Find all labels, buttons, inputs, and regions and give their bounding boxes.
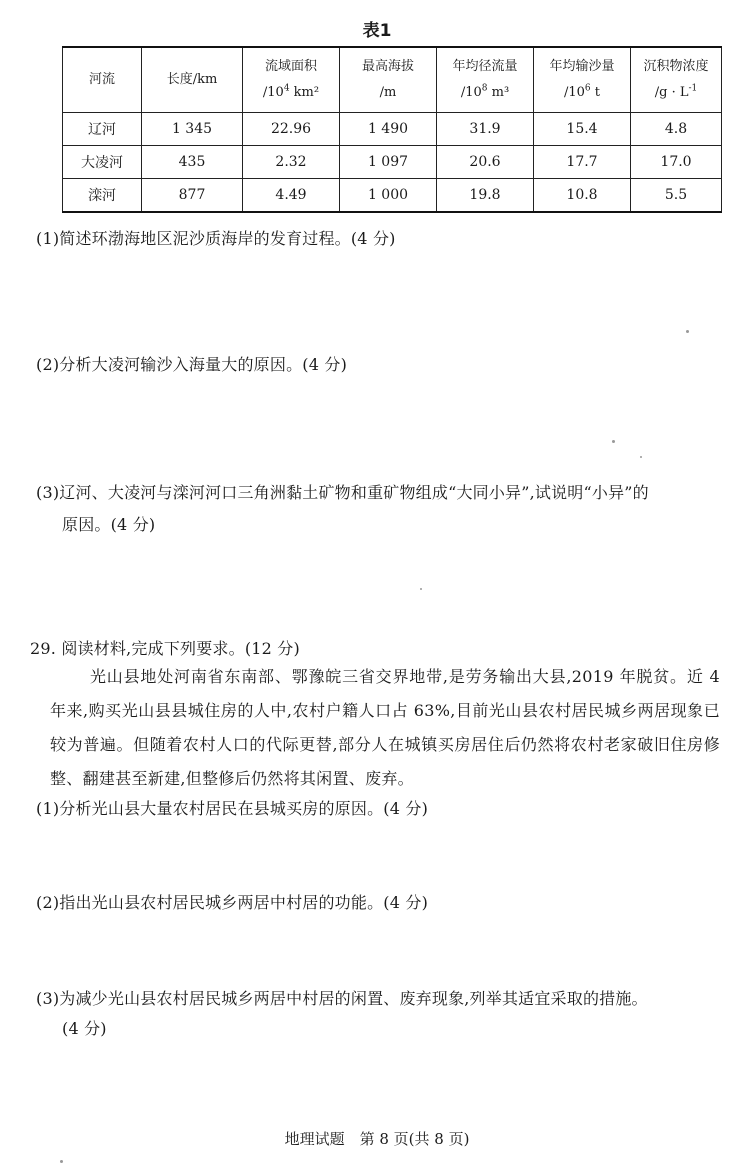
table-row — [63, 179, 722, 213]
table-cell: 17.7 — [534, 146, 631, 179]
header-river: 河流 — [63, 47, 142, 113]
table-cell: 31.9 — [437, 113, 534, 146]
table-cell: 1 345 — [142, 113, 243, 146]
table-row — [63, 146, 722, 179]
table-cell: 1 097 — [340, 146, 437, 179]
q29-sub2: (2)指出光山县农村居民城乡两居中村居的功能。(4 分) — [36, 893, 429, 912]
q29-passage: 光山县地处河南省东南部、鄂豫皖三省交界地带,是劳务输出大县,2019 年脱贫。近 4 年来,购买光山县县城住房的人中,农村户籍人口占 63%,目前光山县农村居民城乡两居现象已较为普遍。但随着农村人口的代际更替,部分人在城镇买房居住后仍然将农村老家破旧住房修整、翻建甚至新建,但整修后仍然将其闲置、废弃。 — [50, 667, 720, 788]
table-cell: 17.0 — [631, 146, 722, 179]
header-sediment-load: 年均输沙量 $/10^6$ t — [534, 47, 631, 113]
q28-sub1: (1)简述环渤海地区泥沙质海岸的发育过程。(4 分) — [36, 229, 396, 248]
header-length: 长度/km — [142, 47, 243, 113]
table-cell: 10.8 — [534, 179, 631, 213]
table-cell: 1 490 — [340, 113, 437, 146]
table-cell: 滦河 — [63, 179, 142, 213]
table-cell: 20.6 — [437, 146, 534, 179]
table-cell: 4.49 — [243, 179, 340, 213]
q29-heading: 29. 阅读材料,完成下列要求。(12 分) — [30, 639, 300, 658]
table-title: 表1 — [362, 21, 392, 41]
scan-speck — [60, 1160, 63, 1163]
scan-speck — [420, 588, 422, 590]
table-cell: 大凌河 — [63, 146, 142, 179]
header-max-elevation: 最高海拔 /m — [340, 47, 437, 113]
scan-speck — [640, 456, 642, 458]
q28-sub2: (2)分析大凌河输沙入海量大的原因。(4 分) — [36, 355, 348, 374]
table-cell: 15.4 — [534, 113, 631, 146]
q28-sub3-line2: 原因。(4 分) — [62, 515, 156, 534]
river-data-table — [62, 46, 722, 213]
header-basin-area: 流域面积 $/10^4$ km² — [243, 47, 340, 113]
scan-speck — [612, 440, 615, 443]
table-cell: 877 — [142, 179, 243, 213]
page-footer: 地理试题 第 8 页(共 8 页) — [284, 1130, 470, 1148]
table-cell: 19.8 — [437, 179, 534, 213]
scan-speck — [686, 330, 689, 333]
q28-sub3-line1: (3)辽河、大凌河与滦河河口三角洲黏土矿物和重矿物组成“大同小异”,试说明“小异”的 — [36, 483, 649, 502]
table-cell: 22.96 — [243, 113, 340, 146]
table-row — [63, 113, 722, 146]
table-cell: 435 — [142, 146, 243, 179]
table-header-row — [63, 47, 722, 113]
table-cell: 1 000 — [340, 179, 437, 213]
q29-sub3-line1: (3)为减少光山县农村居民城乡两居中村居的闲置、废弃现象,列举其适宜采取的措施。 — [36, 989, 648, 1008]
table-cell: 辽河 — [63, 113, 142, 146]
table-cell: 2.32 — [243, 146, 340, 179]
table-cell: 5.5 — [631, 179, 722, 213]
q29-sub3-line2: (4 分) — [62, 1019, 107, 1038]
q29-sub1: (1)分析光山县大量农村居民在县城买房的原因。(4 分) — [36, 799, 429, 818]
table-cell: 4.8 — [631, 113, 722, 146]
header-runoff: 年均径流量 $/10^8$ m³ — [437, 47, 534, 113]
header-sediment-concentration: 沉积物浓度 $/g \cdot L^{-1}$ — [631, 47, 722, 113]
